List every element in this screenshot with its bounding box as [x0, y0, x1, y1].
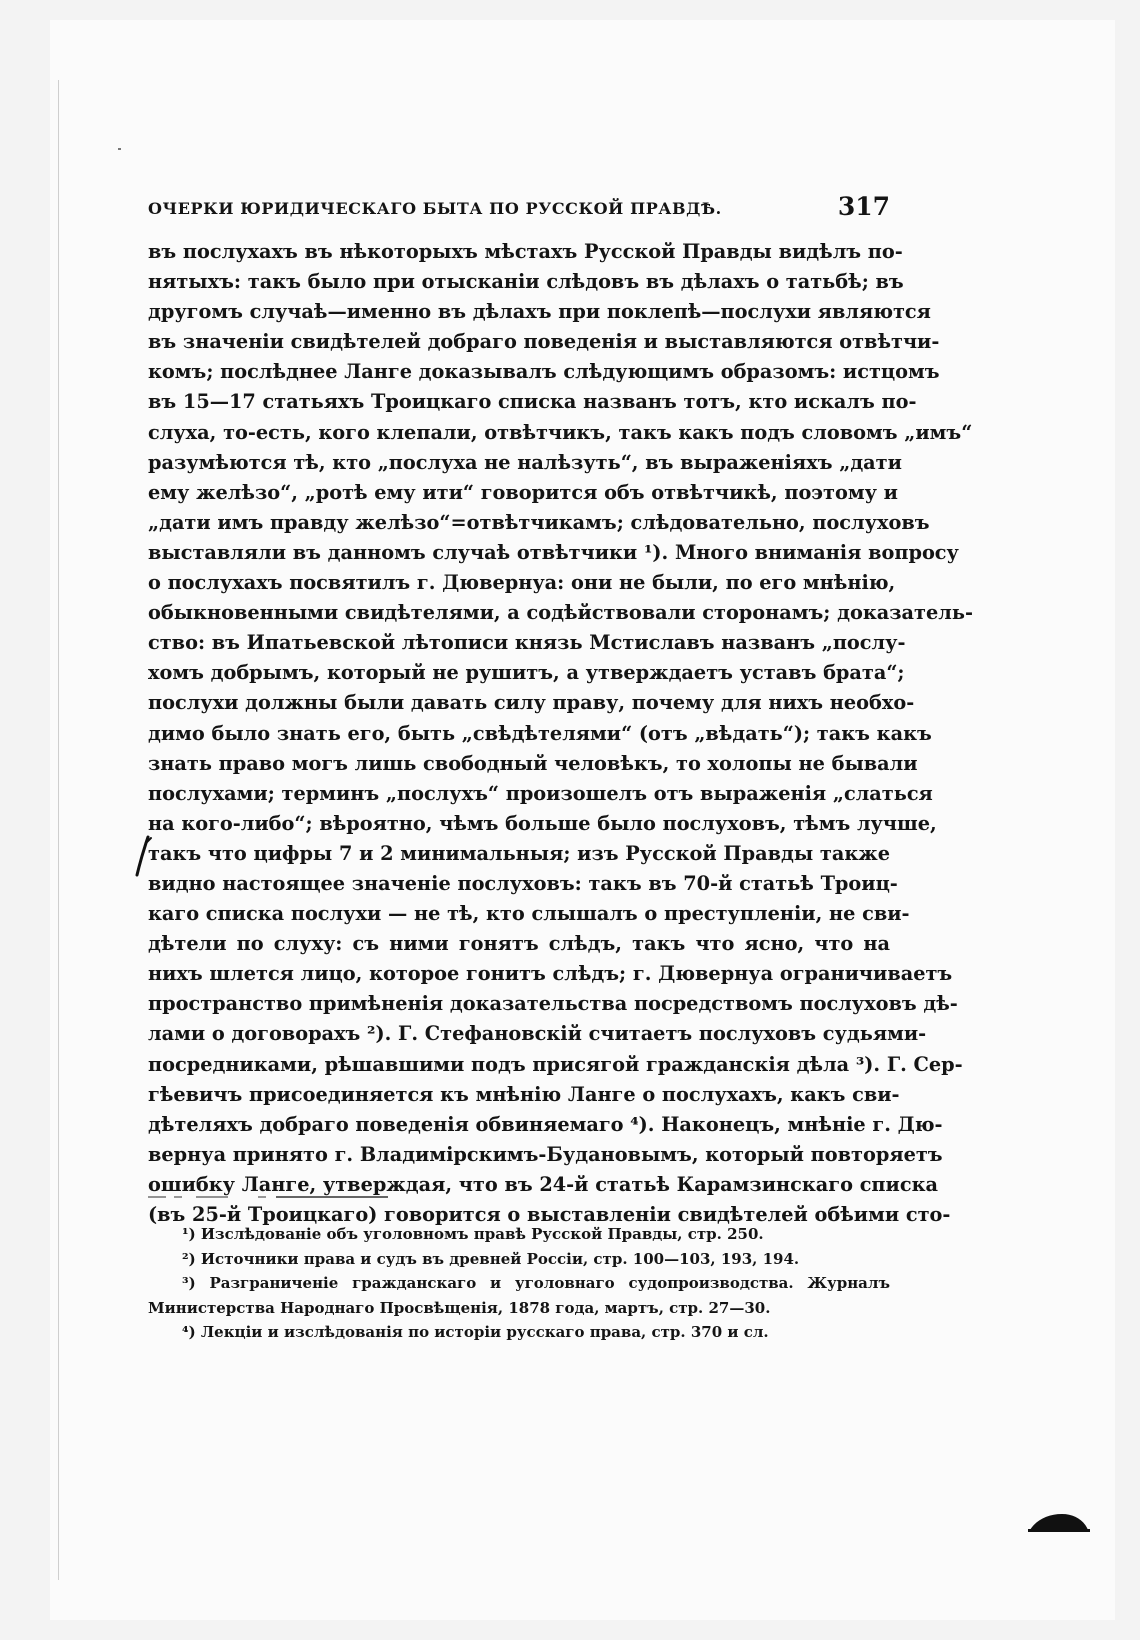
footnote-separator: [148, 1196, 388, 1198]
text-line: видно настоящее значеніе послуховъ: такъ въ 70-й статьѣ Троиц-: [148, 871, 898, 895]
text-line: обыкновенными свидѣтелями, а содѣйствовали сторонамъ; доказатель-: [148, 601, 973, 625]
footnote-3-line-1: ³) Разграниченіе гражданскаго и уголовнаго судопроизводства. Журналъ: [182, 1274, 890, 1292]
text-line: въ 15—17 статьяхъ Троицкаго списка названъ тотъ, кто искалъ по-: [148, 390, 917, 414]
footnote-1: ¹) Изслѣдованіе объ уголовномъ правѣ Русской Правды, стр. 250.: [182, 1225, 764, 1243]
footnote-3-line-2: Министерства Народнаго Просвѣщенія, 1878 года, мартъ, стр. 27—30.: [148, 1298, 771, 1317]
main-text: [148, 237, 973, 1230]
text-line: о послухахъ посвятилъ г. Дювернуа: они не были, по его мнѣнію,: [148, 571, 896, 595]
text-line: димо было знать его, быть „свѣдѣтелями“ (отъ „вѣдать“); такъ какъ: [148, 721, 932, 745]
scan-edge-line: [58, 80, 59, 1580]
text-line: выставляли въ данномъ случаѣ отвѣтчики ¹). Много вниманія вопросу: [148, 540, 959, 564]
running-head: [148, 192, 890, 226]
text-line: каго списка послухи — не тѣ, кто слышалъ о преступленіи, не сви-: [148, 902, 910, 926]
text-line: нихъ шлется лицо, которое гонитъ слѣдъ; г. Дювернуа ограничиваетъ: [148, 962, 953, 986]
text-line: дѣтели по слуху: съ ними гонятъ слѣдъ, такъ что ясно, что на: [148, 932, 890, 956]
text-line: пространство примѣненія доказательства посредствомъ послуховъ дѣ-: [148, 992, 958, 1016]
text-line: другомъ случаѣ—именно въ дѣлахъ при поклепѣ—послухи являются: [148, 300, 931, 324]
text-line: ошибку Ланге, утверждая, что въ 24-й статьѣ Карамзинскаго списка: [148, 1172, 939, 1196]
text-line: послухами; терминъ „послухъ“ произошелъ отъ выраженія „слаться: [148, 781, 933, 805]
text-line: комъ; послѣднее Ланге доказывалъ слѣдующимъ образомъ: истцомъ: [148, 360, 940, 384]
text-line: на кого-либо“; вѣроятно, чѣмъ больше было послуховъ, тѣмъ лучше,: [148, 811, 937, 835]
footnote-4: ⁴) Лекціи и изслѣдованія по исторіи русскаго права, стр. 370 и сл.: [182, 1323, 769, 1341]
text-line: дѣтеляхъ добраго поведенія обвиняемаго ⁴). Наконецъ, мнѣніе г. Дю-: [148, 1112, 943, 1136]
text-line: вернуа принято г. Владимірскимъ-Будановымъ, который повторяетъ: [148, 1142, 943, 1166]
text-line: ему желѣзо“, „ротѣ ему ити“ говорится объ отвѣтчикѣ, поэтому и: [148, 480, 898, 504]
text-line: хомъ добрымъ, который не рушитъ, а утверждаетъ уставъ брата“;: [148, 661, 905, 685]
running-title: ОЧЕРКИ ЮРИДИЧЕСКАГО БЫТА ПО РУССКОЙ ПРАВДѢ.: [148, 199, 722, 218]
text-line: въ значеніи свидѣтелей добраго поведенія и выставляются отвѣтчи-: [148, 330, 940, 354]
scan-speck: [118, 148, 121, 150]
text-line: лами о договорахъ ²). Г. Стефановскій считаетъ послуховъ судьями-: [148, 1022, 927, 1046]
text-line: посредниками, рѣшавшими подъ присягой гражданскія дѣла ³). Г. Сер-: [148, 1052, 963, 1076]
text-line: разумѣются тѣ, кто „послуха не налѣзуть“, въ выраженіяхъ „дати: [148, 450, 902, 474]
text-line: такъ что цифры 7 и 2 минимальныя; изъ Русской Правды также: [148, 841, 890, 865]
text-line: гѣевичъ присоединяется къ мнѣнію Ланге о послухахъ, какъ сви-: [148, 1082, 900, 1106]
margin-pencil-mark: [132, 834, 154, 878]
text-line: ство: въ Ипатьевской лѣтописи князь Мстиславъ названъ „послу-: [148, 631, 906, 655]
footnote-2: ²) Источники права и судъ въ древней Россіи, стр. 100—103, 193, 194.: [182, 1249, 800, 1268]
text-line: слуха, то-есть, кого клепали, отвѣтчикъ, такъ какъ подъ словомъ „имъ“: [148, 420, 973, 444]
text-line: знать право могъ лишь свободный человѣкъ, то холопы не бывали: [148, 751, 918, 775]
text-line: (въ 25-й Троицкаго) говорится о выставленіи свидѣтелей обѣими сто-: [148, 1203, 951, 1226]
text-line: послухи должны были давать силу праву, почему для нихъ необхо-: [148, 691, 915, 715]
text-line: въ послухахъ въ нѣкоторыхъ мѣстахъ Русской Правды видѣлъ по-: [148, 240, 903, 263]
text-line: „дати имъ правду желѣзо“=отвѣтчикамъ; слѣдовательно, послуховъ: [148, 510, 930, 534]
page-number: 317: [837, 192, 890, 221]
library-stamp-mark: [1028, 1508, 1090, 1534]
text-line: нятыхъ: такъ было при отысканіи слѣдовъ въ дѣлахъ о татьбѣ; въ: [148, 270, 904, 294]
footnotes: [148, 1222, 890, 1345]
